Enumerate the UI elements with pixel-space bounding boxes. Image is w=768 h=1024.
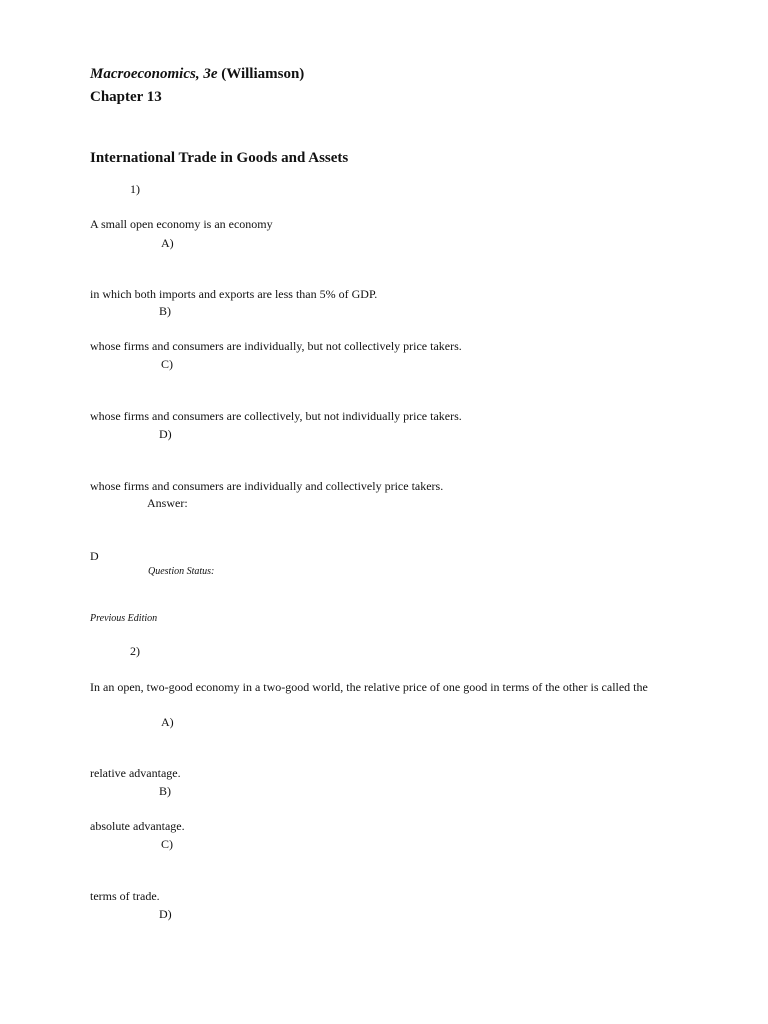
question-2-option-d-letter: D)	[159, 907, 172, 921]
question-1-option-a-letter: A)	[161, 236, 174, 250]
question-1-answer: D	[90, 549, 99, 563]
question-2-option-a-letter: A)	[161, 715, 174, 729]
question-1-status: Previous Edition	[90, 613, 158, 624]
book-title-line	[90, 66, 304, 83]
question-1-option-d-letter: D)	[159, 427, 172, 441]
question-1-answer-label: Answer:	[147, 496, 188, 510]
question-1-option-c-letter: C)	[161, 357, 173, 371]
question-2-number: 2)	[130, 644, 140, 658]
question-1-status-label: Question Status:	[148, 566, 215, 577]
question-2-option-b-letter: B)	[159, 784, 171, 798]
book-title: Macroeconomics, 3e	[90, 66, 218, 82]
question-1-option-c-text: whose firms and consumers are collectively, but not individually price takers.	[90, 409, 462, 423]
question-1-stem: A small open economy is an economy	[90, 217, 273, 231]
section-title: International Trade in Goods and Assets	[90, 150, 349, 166]
chapter-title: Chapter 13	[90, 89, 162, 105]
question-1-option-b-letter: B)	[159, 304, 171, 318]
question-2-option-c-text: terms of trade.	[90, 889, 160, 903]
question-1-number: 1)	[130, 182, 140, 196]
question-1-option-b-text: whose firms and consumers are individually, but not collectively price takers.	[90, 339, 462, 353]
book-author: (Williamson)	[217, 66, 305, 82]
question-1-option-d-text: whose firms and consumers are individually and collectively price takers.	[90, 479, 444, 493]
question-1-option-a-text: in which both imports and exports are less than 5% of GDP.	[90, 287, 378, 301]
question-2-option-c-letter: C)	[161, 837, 173, 851]
question-2-option-a-text: relative advantage.	[90, 766, 181, 780]
question-2-stem: In an open, two-good economy in a two-good world, the relative price of one good in terms of the other is called the	[90, 680, 648, 694]
question-2-option-b-text: absolute advantage.	[90, 819, 185, 833]
